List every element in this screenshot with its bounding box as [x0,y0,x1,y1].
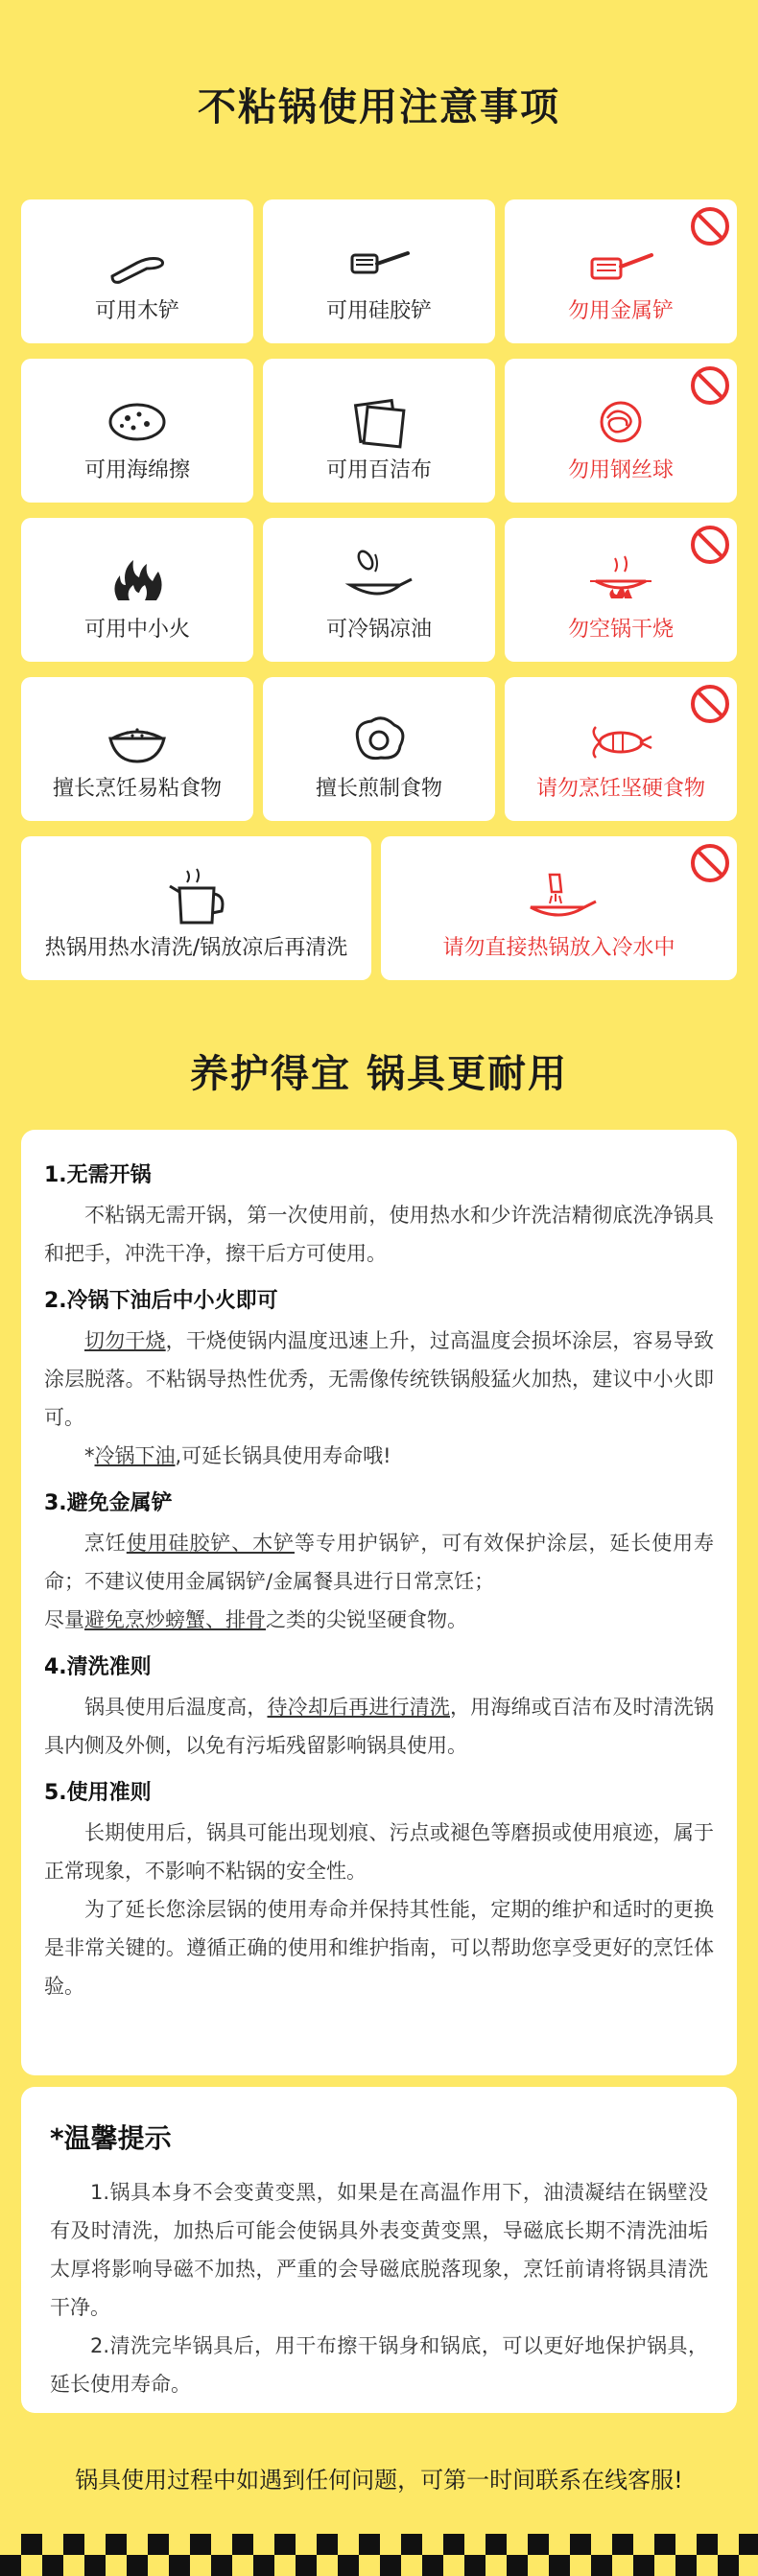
card-label: 可用海绵擦 [83,458,190,482]
usage-card [21,359,253,503]
checkered-border [0,2534,758,2576]
usage-card [505,677,737,821]
footer-contact-text: 锅具使用过程中如遇到任何问题，可第一时间联系在线客服! [75,2467,683,2494]
card-label: 可用硅胶铲 [325,299,432,323]
care-paragraph [44,1322,714,1437]
tip-paragraph: 1.锅具本身不会变黄变黑，如果是在高温作用下，油渍凝结在锅壁没有及时清洗，加热后可能会使锅具外表变黄变黑，导磁底长期不清洗油垢太厚将影响导磁不加热，严重的会导磁底脱落现象，烹饪前请将锅具清洗干净。 [50,2181,708,2319]
card-label: 可用百洁布 [325,458,432,482]
underlined-text: 待冷却后再进行清洗 [267,1696,450,1719]
section1-title: 不粘锅使用注意事项 [198,85,560,129]
card-label: 热锅用热水清洗/锅放凉后再清洗 [44,936,348,960]
flame-icon [99,545,176,612]
asterisk: * [84,1444,95,1467]
empty-pan-fire-icon [582,545,659,612]
section2-title: 养护得宜 锅具更耐用 [190,1052,568,1096]
care-heading-5: 5.使用准则 [44,1781,152,1805]
rice-bowl-icon [99,704,176,771]
card-row [21,836,737,980]
sponge-icon [99,386,176,453]
kettle-icon [158,863,235,930]
silicone-spatula-icon [341,226,417,293]
underlined-text: 冷锅下油 [94,1444,176,1467]
care-paragraph [44,1601,714,1639]
card-row [21,199,737,343]
card-label: 擅长煎制食物 [315,777,442,801]
usage-card [263,359,495,503]
usage-card [21,199,253,343]
steel-wool-icon [582,386,659,453]
usage-card [21,518,253,662]
usage-card [263,677,495,821]
tips-panel [21,2087,737,2413]
usage-card [505,199,737,343]
care-heading-4: 4.清洗准则 [44,1655,152,1679]
care-paragraph: 不粘锅无需开锅，第一次使用前，使用热水和少许洗洁精彻底洗净锅具和把手，冲洗干净，擦干后方可使用。 [44,1204,714,1265]
paragraph-text: 尽量 [44,1608,84,1631]
underlined-text: 切勿干烧 [84,1329,166,1352]
pan-oil-icon [341,545,417,612]
paragraph-text: 之类的尖锐坚硬食物。 [266,1608,467,1631]
care-guide-panel [21,1130,737,2075]
care-paragraph: 长期使用后，锅具可能出现划痕、污点或褪色等磨损或使用痕迹，属于正常现象，不影响不粘锅的安全性。 [44,1821,714,1883]
card-label: 可冷锅凉油 [325,618,432,642]
usage-card [381,836,737,980]
card-label: 擅长烹饪易粘食物 [52,777,222,801]
card-label: 请勿直接热锅放入冷水中 [442,936,675,960]
usage-card [505,518,737,662]
usage-card [263,518,495,662]
paragraph-text: 烹饪 [84,1532,127,1555]
care-paragraph [44,1524,714,1601]
underlined-text: 避免烹炒螃蟹、排骨 [84,1608,266,1631]
hot-pan-water-icon [521,863,598,930]
usage-card [263,199,495,343]
usage-card [21,836,371,980]
usage-cards-grid [21,199,737,995]
prohibited-icon [689,205,731,247]
metal-spatula-icon [582,226,659,293]
card-row [21,359,737,503]
underlined-text: 使用硅胶铲、木铲 [126,1532,295,1555]
card-label: 勿用钢丝球 [567,458,674,482]
card-label: 请勿烹饪坚硬食物 [535,777,705,801]
prohibited-icon [689,364,731,407]
paragraph-text: ，干烧使锅内温度迅速上升，过高温度会损坏涂层，容易导致涂层脱落。不粘锅导热性优秀，无需像传统铁锅般猛火加热，建议中小火即可。 [44,1329,715,1429]
tip-paragraph: 2.清洗完毕锅具后，用干布擦干锅身和锅底，可以更好地保护锅具，延长使用寿命。 [50,2334,708,2396]
prohibited-icon [689,524,731,566]
care-paragraph: 为了延长您涂层锅的使用寿命并保持其性能，定期的维护和适时的更换是非常关键的。遵循正确的使用和维护指南，可以帮助您享受更好的烹饪体验。 [44,1898,714,1998]
usage-card [505,359,737,503]
care-heading-3: 3.避免金属铲 [44,1491,173,1515]
care-paragraph [44,1437,714,1475]
care-paragraph [44,1688,714,1765]
prohibited-icon [689,842,731,884]
paragraph-text: 锅具使用后温度高， [84,1696,268,1719]
tips-title: *温馨提示 [50,2122,172,2154]
card-label: 可用木铲 [94,299,179,323]
fried-egg-icon [341,704,417,771]
card-label: 勿用金属铲 [567,299,674,323]
wooden-spatula-icon [99,226,176,293]
care-heading-2: 2.冷锅下油后中小火即可 [44,1289,278,1313]
prohibited-icon [689,683,731,725]
card-row [21,677,737,821]
scouring-cloth-icon [341,386,417,453]
card-row [21,518,737,662]
usage-card [21,677,253,821]
card-label: 可用中小火 [83,618,190,642]
paragraph-text: ，用海绵或百洁布及时清洗锅具内侧及外侧，以免有污垢残留影响锅具使用。 [44,1696,714,1757]
crayfish-icon [582,704,659,771]
care-heading-1: 1.无需开锅 [44,1163,152,1187]
paragraph-text: ,可延长锅具使用寿命哦! [175,1444,391,1467]
card-label: 勿空锅干烧 [567,618,674,642]
paragraph-text: 等专用护锅铲，可有效保护涂层，延长使用寿命；不建议使用金属锅铲/金属餐具进行日常烹饪； [44,1532,715,1593]
